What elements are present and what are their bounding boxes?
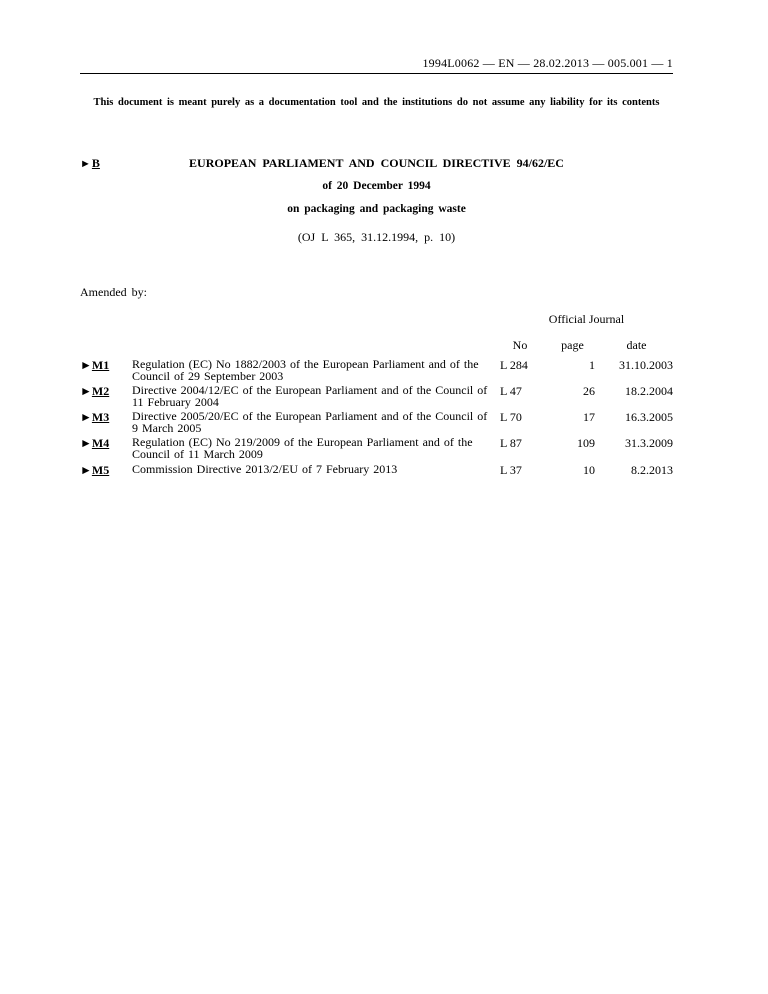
amendment-marker[interactable] — [80, 436, 109, 451]
triangle-right-icon: ► — [80, 158, 91, 170]
amendment-marker[interactable] — [80, 410, 109, 425]
oj-date: 31.10.2003 — [619, 358, 673, 372]
triangle-right-icon: ► — [80, 358, 92, 372]
column-header-page: page — [561, 338, 584, 352]
amendment-description — [132, 410, 492, 434]
amended-by-label: Amended by: — [80, 285, 147, 299]
header-divider — [80, 73, 673, 74]
amendment-code: M5 — [91, 463, 110, 477]
amendment-description — [132, 436, 492, 460]
oj-page: 10 — [583, 463, 595, 477]
column-header-no: No — [512, 338, 528, 352]
directive-date: of 20 December 1994 — [322, 180, 431, 192]
amendment-description — [132, 358, 492, 382]
oj-number: L 284 — [500, 358, 528, 372]
disclaimer-text: This document is meant purely as a documentation tool and the institutions do not assume any liability for its contents — [93, 97, 660, 108]
amendment-code: M3 — [91, 410, 110, 424]
amendment-description-line: 9 March 2005 — [132, 421, 202, 435]
oj-date: 18.2.2004 — [625, 384, 673, 398]
official-journal-heading: Official Journal — [548, 312, 625, 326]
amendment-marker[interactable] — [80, 358, 109, 373]
document-reference: 1994L0062 — EN — 28.02.2013 — 005.001 — 1 — [422, 56, 673, 70]
amendment-code: M4 — [91, 436, 110, 450]
amendment-description-line: Directive 2004/12/EC of the European Parliament and of the Council of — [132, 383, 488, 397]
directive-title: EUROPEAN PARLIAMENT AND COUNCIL DIRECTIVE 94/62/EC — [189, 156, 564, 170]
amendment-description — [132, 384, 492, 408]
amendment-marker[interactable] — [80, 463, 109, 478]
triangle-right-icon: ► — [80, 463, 92, 477]
oj-date: 31.3.2009 — [625, 436, 673, 450]
oj-date: 8.2.2013 — [631, 463, 673, 477]
directive-oj-reference: (OJ L 365, 31.12.1994, p. 10) — [297, 230, 456, 244]
oj-page: 17 — [583, 410, 595, 424]
amendment-description-line: Regulation (EC) No 219/2009 of the European Parliament and of the — [132, 435, 473, 449]
oj-page: 26 — [583, 384, 595, 398]
amendment-description-line: Commission Directive 2013/2/EU of 7 February 2013 — [132, 462, 398, 476]
amendment-description-line: Directive 2005/20/EC of the European Parliament and of the Council of — [132, 409, 488, 423]
amendment-description-line: Regulation (EC) No 1882/2003 of the European Parliament and of the — [132, 357, 479, 371]
triangle-right-icon: ► — [80, 436, 92, 450]
amendment-description-line: 11 February 2004 — [132, 395, 219, 409]
directive-subject: on packaging and packaging waste — [287, 203, 466, 215]
oj-number: L 47 — [500, 384, 522, 398]
amendment-description-line: Council of 11 March 2009 — [132, 447, 263, 461]
amendment-description-line: Council of 29 September 2003 — [132, 369, 284, 383]
oj-date: 16.3.2005 — [625, 410, 673, 424]
oj-number: L 87 — [500, 436, 522, 450]
amendment-code: M2 — [91, 384, 110, 398]
amendment-description — [132, 463, 492, 475]
amendment-code: M1 — [91, 358, 110, 372]
base-marker-code: B — [91, 156, 100, 170]
triangle-right-icon: ► — [80, 410, 92, 424]
column-header-date: date — [626, 338, 647, 352]
oj-page: 109 — [577, 436, 595, 450]
triangle-right-icon: ► — [80, 384, 92, 398]
oj-number: L 70 — [500, 410, 522, 424]
oj-number: L 37 — [500, 463, 522, 477]
oj-page: 1 — [589, 358, 595, 372]
amendment-marker[interactable] — [80, 384, 109, 399]
